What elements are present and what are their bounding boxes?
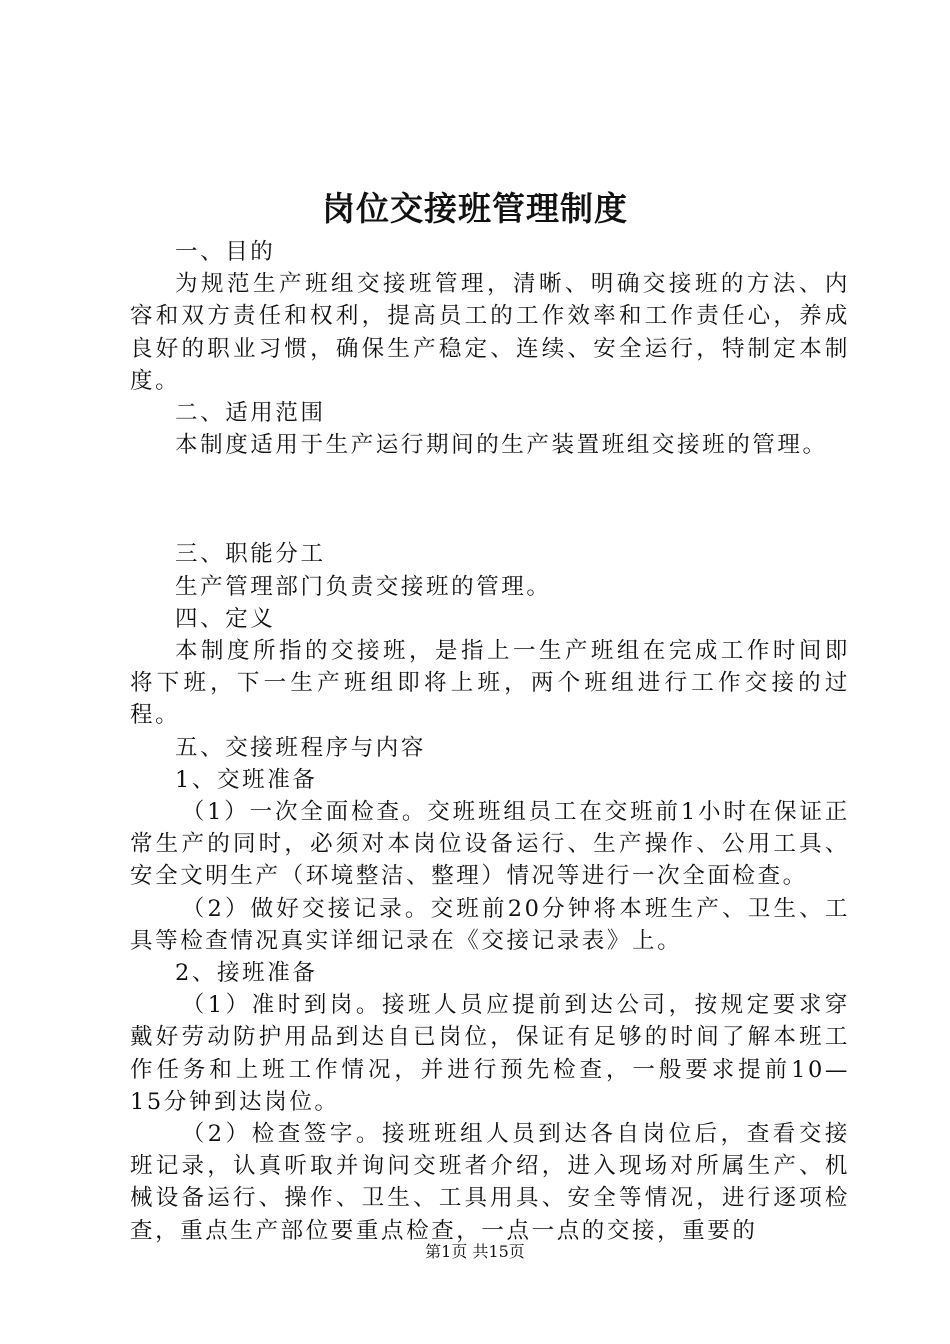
sub-paragraph: （1）准时到岗。接班人员应提前到达公司，按规定要求穿戴好劳动防护用品到达自已岗位，保证有足够的时间了解本班工作任务和上班工作情况，并进行预先检查，一般要求提前10—15分钟到达岗位。 [130, 992, 850, 1115]
blank-line [130, 484, 850, 516]
section-heading: 四、定义 [175, 605, 276, 632]
sub-paragraph: （2）做好交接记录。交班前20分钟将本班生产、卫生、工具等检查情况真实详细记录在《交接记录表》上。 [130, 895, 850, 954]
section-heading: 一、目的 [175, 239, 276, 265]
section-heading: 二、适用范围 [175, 400, 326, 427]
body-paragraph: 本制度适用于生产运行期间的生产装置班组交接班的管理。 [175, 432, 828, 459]
sub-paragraph: （2）检查签字。接班班组人员到达各自岗位后，查看交接班记录，认真听取并询问交班者介绍，进入现场对所属生产、机械设备运行、操作、卫生、工具用具、安全等情况，进行逐项检查，重点生产部位要重点检查，一点一点的交接，重要的 [130, 1121, 850, 1244]
section-heading: 三、职能分工 [175, 541, 326, 568]
section-heading: 2、接班准备 [175, 960, 318, 987]
section-heading: 1、交班准备 [175, 766, 318, 793]
document-body [130, 236, 850, 1247]
page-title: 岗位交接班管理制度 [322, 189, 628, 228]
body-paragraph: 为规范生产班组交接班管理，清晰、明确交接班的方法、内容和双方责任和权利，提高员工的工作效率和工作责任心，养成良好的职业习惯，确保生产稳定、连续、安全运行，特制定本制度。 [130, 271, 850, 394]
page-footer: 第1页 共15页 [425, 1242, 525, 1261]
body-paragraph: 本制度所指的交接班，是指上一生产班组在完成工作时间即将下班，下一生产班组即将上班，两个班组进行工作交接的过程。 [130, 638, 850, 729]
section-heading: 五、交接班程序与内容 [175, 734, 427, 761]
sub-paragraph: （1）一次全面检查。交班班组员工在交班前1小时在保证正常生产的同时，必须对本岗位设备运行、生产操作、公用工具、安全文明生产（环境整洁、整理）情况等进行一次全面检查。 [130, 799, 850, 890]
body-paragraph: 生产管理部门负责交接班的管理。 [175, 573, 552, 600]
